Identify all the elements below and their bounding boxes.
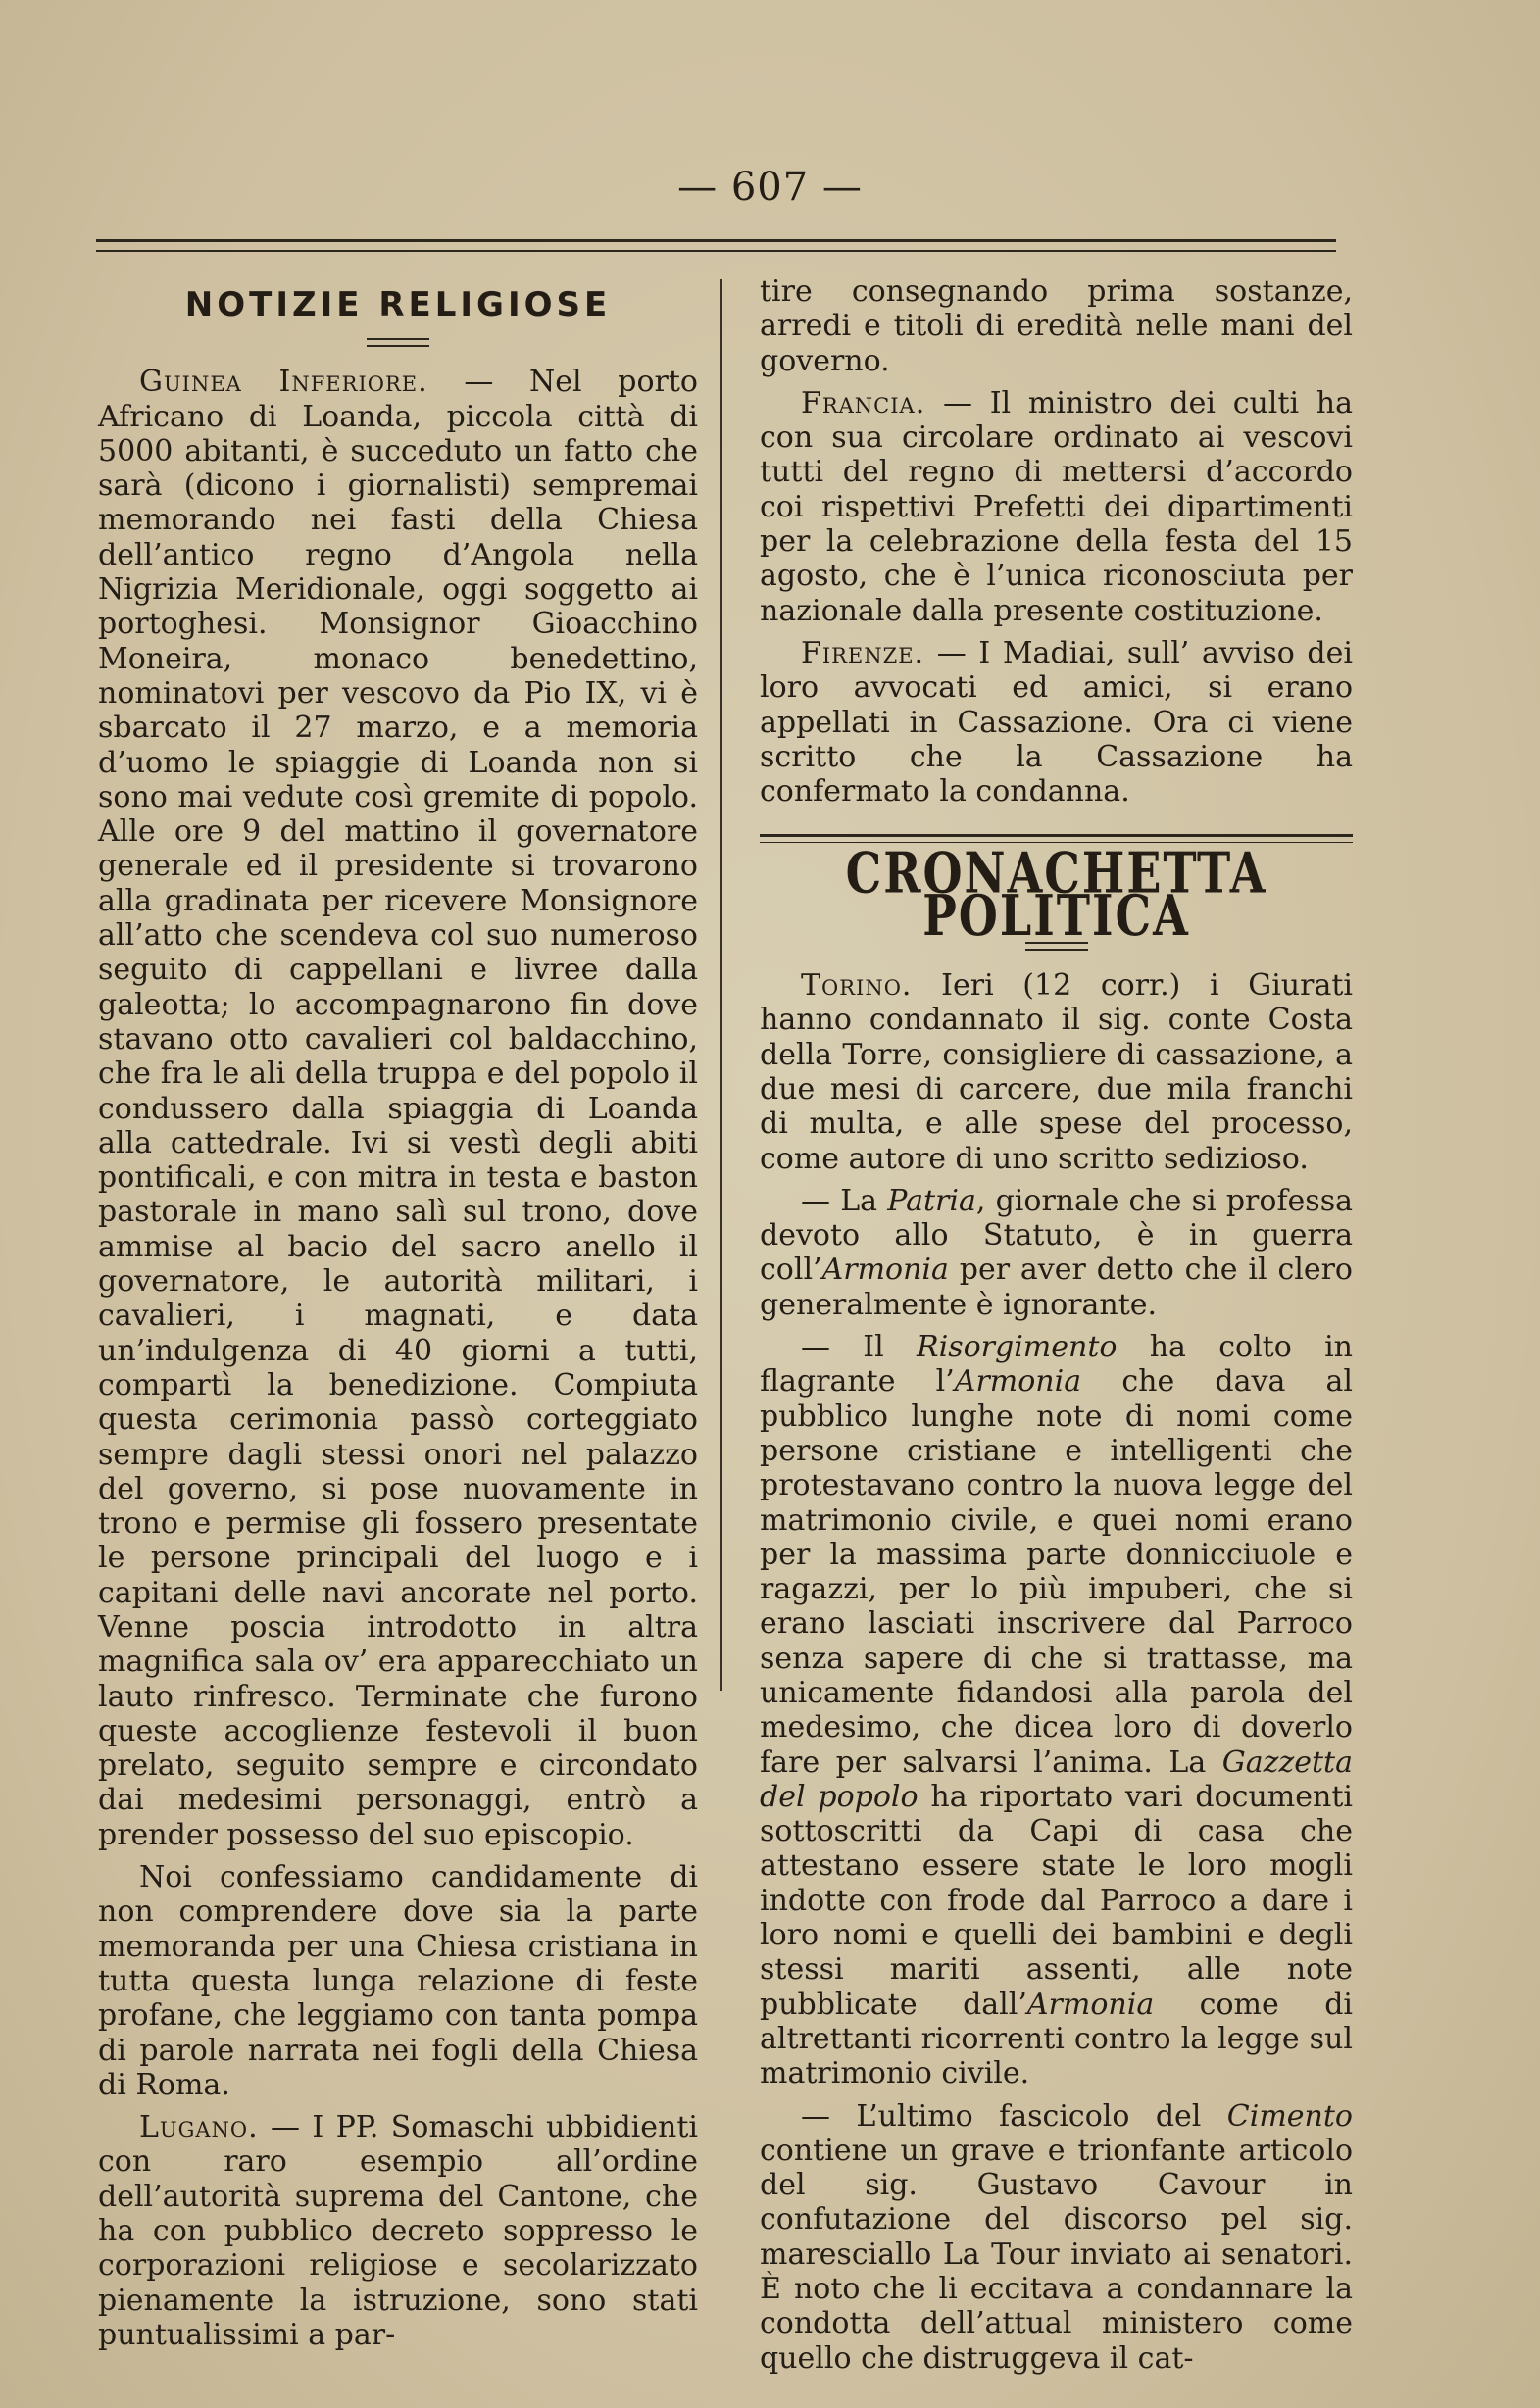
article-text: ha colto in flagrante l’ — [760, 1330, 1353, 1400]
article-risorgimento — [760, 1330, 1353, 2091]
article-text: — I PP. Somaschi ubbidienti con raro esempio all’ordine dell’autorità suprema del Cantone, che ha con pubblico decreto soppresso le corporazioni religiose e secolarizzato pienamente la istruzione, sono stati puntualissimi a par- — [98, 2110, 698, 2352]
right-column — [760, 274, 1353, 2383]
article-francia — [760, 386, 1353, 628]
article-text: Noi confessiamo candidamente di non comprendere dove sia la parte memoranda per una Chiesa cristiana in tutta questa lunga relazione di feste profane, che leggiamo con tanta pompa di parole narrata nei fogli della Chiesa di Roma. — [98, 1860, 698, 2102]
title-ornament-rule — [367, 338, 429, 347]
article-patria — [760, 1184, 1353, 1322]
article-text: — La — [801, 1183, 888, 1218]
article-guinea — [98, 365, 698, 1852]
article-lugano — [98, 2110, 698, 2352]
article-text: tire consegnando prima sostanze, arredi e titoli di eredità nelle mani del governo. — [760, 274, 1353, 378]
article-cimento — [760, 2099, 1353, 2376]
newspaper-name: Gazzetta del popolo — [760, 1745, 1353, 1814]
article-firenze — [760, 636, 1353, 809]
article-text: , giornale che si professa devoto allo Statuto, è in guerra coll’ — [760, 1183, 1353, 1288]
newspaper-name: Risorgimento — [917, 1330, 1118, 1365]
newspaper-name: Armonia — [1026, 1987, 1155, 2022]
newspaper-name: Patria — [887, 1183, 976, 1218]
newspaper-name: Armonia — [954, 1364, 1082, 1400]
article-text: che dava al pubblico lunghe note di nomi come persone cristiane e intelligenti che protestavano contro la nuova legge del matrimonio civile, e quei nomi erano per la massima parte donnicciuole e ragazzi, per lo più impuberi, che si erano lasciati inscrivere dal Parroco senza sapere di che si trattasse, ma unicamente fidandosi alla parola del medesimo, che dicea loro di doverlo fare per salvarsi l’anima. La — [760, 1364, 1354, 1780]
article-torino — [760, 968, 1353, 1176]
article-text: come di altrettanti ricorrenti contro la legge sul matrimonio civile. — [760, 1987, 1353, 2091]
article-text: — Il ministro dei culti ha con sua circolare ordinato ai vescovi tutti del regno di mettersi d’accordo coi rispettivi Prefetti dei dipartimenti per la celebrazione della festa del 15 agosto, che è l’unica riconosciuta per nazionale dalla presente costituzione. — [760, 385, 1353, 628]
article-text: Ieri (12 corr.) i Giurati hanno condannato il sig. conte Costa della Torre, consigliere di cassazione, a due mesi di carcere, due mila franchi di multa, e alle spese del processo, come autore di uno scritto sedizioso. — [760, 968, 1353, 1176]
article-text: — I Madiai, sull’ avviso dei loro avvocati ed amici, si erano appellati in Cassazione. Ora ci viene scritto che la Cassazione ha confermato la condanna. — [760, 635, 1353, 810]
article-lead: Francia. — [801, 385, 926, 420]
article-text: — Il — [801, 1330, 918, 1365]
left-column — [98, 274, 698, 2360]
column-divider — [720, 279, 722, 1691]
article-text: per aver detto che il clero generalmente è ignorante. — [760, 1253, 1353, 1322]
section-title-religiose: NOTIZIE RELIGIOSE — [184, 285, 612, 324]
header-rule — [96, 239, 1336, 252]
article-lugano-continued — [760, 274, 1353, 378]
article-lead: Torino. — [801, 968, 913, 1004]
article-text: — Nel porto Africano di Loanda, piccola città di 5000 abitanti, è succeduto un fatto che sarà (dicono i giornalisti) sempremai memorando nei fasti della Chiesa dell’antico regno d’Angola nella Nigrizia Meridionale, oggi soggetto ai portoghesi. Monsignor Gioacchino Moneira, monaco benedettino, nominatovi per vescovo da Pio IX, vi è sbarcato il 27 marzo, e a memoria d’uomo le spiaggie di Loanda non si sono mai vedute così gremite di popolo. Alle ore 9 del mattino il governatore generale ed il presidente si trovarono alla gradinata per ricevere Monsignore all’atto che scendeva col suo numeroso seguito di cappellani e livree dalla galeotta; lo accompagnarono fin dove stavano otto cavalieri col baldacchino, che fra le ali della truppa e del popolo il condussero dalla spiaggia di Loanda alla cattedrale. Ivi si vestì degli abiti pontificali, e con mitra in testa e baston pastorale in mano salì sul trono, dove ammise al bacio del sacro anello il governatore, le autorità militari, i cavalieri, i magnati, e data un’indulgenza di 40 giorni a tutti, compartì la benedizione. Compiuta questa cerimonia passò corteggiato sempre dagli stessi onori nel palazzo del governo, si pose nuovamente in trono e permise gli fossero presentate le persone principali del luogo e i capitani delle navi ancorate nel porto. Venne poscia introdotto in altra magnifica sala ov’ era apparecchiato un lauto rinfresco. Terminate che furono queste accoglienze festevoli il buon prelato, seguito sempre e circondato dai medesimi personaggi, entrò a prender possesso del suo episcopio. — [98, 365, 698, 1852]
article-text: — L’ultimo fascicolo del — [801, 2098, 1227, 2134]
article-text: ha riportato vari documenti sottoscritti da Capi di casa che attestano essere state le loro mogli indotte con frode dal Parroco a dare i loro nomi e quelli dei bambini e degli stessi mariti assenti, alle note pubblicate dall’ — [760, 1779, 1353, 2022]
article-lead: Lugano. — [139, 2110, 259, 2145]
article-commentary — [98, 1860, 698, 2102]
article-lead: Guinea Inferiore. — [139, 365, 428, 400]
page-number: — 607 — — [677, 165, 863, 210]
article-text: contiene un grave e trionfante articolo del sig. Gustavo Cavour in confutazione del discorso pel sig. maresciallo La Tour inviato ai senatori. È noto che li eccitava a condannare la condotta dell’attual ministero come quello che distruggeva il cat- — [760, 2133, 1353, 2376]
section-title-cronachetta: CRONACHETTA POLITICA — [845, 840, 1267, 950]
newspaper-name: Armonia — [821, 1253, 949, 1288]
article-lead: Firenze. — [801, 635, 925, 670]
newspaper-name: Cimento — [1226, 2098, 1353, 2134]
